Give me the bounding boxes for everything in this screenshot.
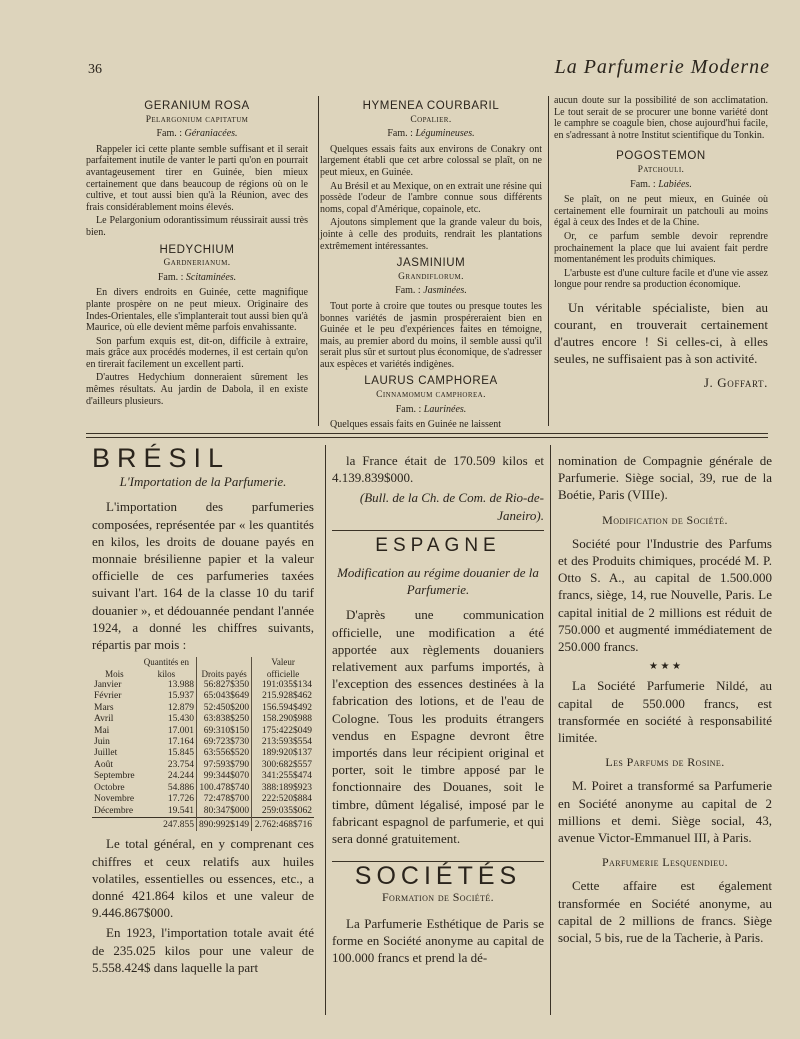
table-cell: 189:920$137	[252, 748, 314, 759]
table-cell: 23.754	[167, 759, 195, 770]
top-column-1	[86, 95, 308, 409]
table-cell: Octobre	[94, 782, 125, 793]
table-cell: 52:450$200	[197, 703, 252, 714]
table-cell: 156.594$492	[252, 703, 314, 714]
table-total-row	[92, 817, 314, 831]
table-cell: 175:422$049	[252, 726, 314, 737]
bresil-text-2: Le total général, en y comprenant ces chiffres et ceux relatifs aux huiles volatiles, essentielles ou essences, etc., a donné 421.864 kilos et une valeur de 9.446.867$000.	[92, 836, 314, 921]
table-cell: Février	[94, 691, 122, 702]
bresil-source: (Bull. de la Ch. de Com. de Rio-de-Janeiro).	[359, 490, 544, 523]
table-cell: Juin	[94, 737, 110, 748]
jasminium-family: Fam. : Jasminées.	[395, 285, 467, 297]
table-cell: 215.928$462	[252, 691, 314, 702]
table-cell: 69:723$730	[197, 737, 252, 748]
table-cell: Décembre	[94, 805, 134, 816]
journal-title: La Parfumerie Moderne	[554, 56, 770, 78]
table-row	[92, 794, 314, 805]
pogostemon-text-3: L'arbuste est d'une culture facile et d'une vie assez longue pour rendre sa production économique.	[554, 267, 768, 291]
table-cell: 341:255$474	[252, 771, 314, 782]
pogostemon-family: Fam. : Labiées.	[630, 178, 692, 190]
modification-text: Société pour l'Industrie des Parfums et des Produits chimiques, procédé M. P. Otto S. A., au capital de 1.500.000 francs, siège, 14, rue Nouvelle, Paris. Le capital initial de 2 millions est réduit de 750.000 et augmenté immédiatement de 250.000 francs.	[558, 535, 772, 655]
jasminium-latin: Grandiflorum.	[398, 271, 464, 282]
table-cell: Août	[94, 759, 113, 770]
bresil-text-1: L'importation des parfumeries composées, représentée par « les quantités en kilos, les droits de douane payés en monnaie brésilienne papier et la valeur officielle de ces parfumeries taxées suivant l'art. 164 de la classe 10 du tarif douanier », et dédouannée pendant l'année 1924, a donné les chiffres suivants, répartis par mois :	[92, 499, 314, 653]
column-rule-1	[318, 96, 319, 426]
hymenea-text-2: Au Brésil et au Mexique, on en extrait une résine qui possède l'odeur de l'ambre connue sous différents noms, copal d'Amérique, copainole, etc.	[320, 180, 542, 215]
table-cell: 222:520$884	[252, 794, 314, 805]
table-cell: 15.845	[167, 748, 195, 759]
table-cell: 388:189$923	[252, 783, 314, 794]
table-cell: Septembre	[94, 771, 135, 782]
table-cell: 56:827$350	[197, 680, 252, 691]
table-row	[92, 703, 314, 714]
column-rule-4	[550, 445, 551, 1015]
table-cell: 13.988	[167, 680, 195, 691]
table-row	[92, 726, 314, 737]
hedychium-family: Fam. : Scitaminées.	[157, 271, 237, 283]
conclusion-text: Un véritable spécialiste, bien au courant, en trouverait certainement d'autres encore ! Si celles-ci, à elles seules, ne suffisaient pas à son activité.	[554, 299, 768, 366]
section-divider-top	[86, 433, 768, 434]
top-column-2	[320, 95, 542, 433]
hymenea-family: Fam. : Légumineuses.	[387, 128, 475, 140]
hedychium-latin: Gardnerianum.	[163, 258, 231, 269]
table-cell: 17.001	[167, 725, 195, 736]
geranium-latin: Pelargonium capitatum	[145, 114, 249, 125]
table-row	[92, 680, 314, 691]
table-cell: 213:593$554	[252, 737, 314, 748]
table-cell: 259:035$062	[252, 806, 314, 818]
table-header: Mois	[105, 668, 124, 679]
societes-heading: SOCIÉTÉS	[354, 862, 522, 891]
pogostemon-text-2: Or, ce parfum semble devoir reprendre prochainement la place que lui avaient fait perdre momentanément les produits chimiques.	[554, 230, 768, 266]
page-number: 36	[88, 62, 102, 77]
conclusion-block	[554, 299, 768, 367]
lesquendieu-text: Cette affaire est également transformée en Société anonyme, au capital de 2 millions de francs. Siège social, 5 bis, rue de la Tacherie, à Paris.	[558, 878, 772, 946]
section-divider-bottom	[86, 437, 768, 438]
table-header-row	[92, 657, 314, 680]
geranium-family: Fam. : Géraniacées.	[156, 128, 238, 140]
table-cell	[92, 817, 137, 831]
middle-column	[332, 452, 544, 969]
rosine-heading: Les Parfums de Rosine.	[605, 755, 725, 770]
bresil-heading: BRÉSIL	[92, 443, 231, 473]
table-cell: 99:344$070	[197, 771, 252, 782]
table-cell: 69:310$150	[197, 726, 252, 737]
top-column-3	[554, 95, 768, 389]
table-cell: 17.726	[167, 794, 195, 805]
table-row	[92, 760, 314, 771]
table-cell: 24.244	[167, 771, 195, 782]
column-rule-3	[325, 445, 326, 1015]
table-cell: 65:043$649	[197, 691, 252, 702]
pogostemon-latin: Patchouli.	[637, 164, 685, 175]
bresil-text-cont: la France était de 170.509 kilos et 4.139.839$000.	[332, 453, 544, 486]
laurus-text-cont: aucun doute sur la possibilité de son acclimatation. Le tout serait de se procurer une bonne variété dont le camphre se coagule bien, chose aujourd'hui facile, en s'adressant à notre Institut scientifique du Tonkin.	[554, 95, 768, 141]
bresil-column	[92, 443, 314, 979]
table-row	[92, 737, 314, 748]
pogostemon-text-1: Se plaît, on ne peut mieux, en Guinée où certainement elle fournirait un patchouli au moins égal à ceux des Indes et de la Chine.	[554, 194, 768, 229]
table-cell: 247.855	[137, 817, 197, 831]
bresil-text-3: En 1923, l'importation totale avait été de 235.025 kilos pour une valeur de 5.558.424$ dans laquelle la part	[92, 925, 314, 975]
hymenea-heading: HYMENEA COURBARIL	[362, 100, 500, 112]
pogostemon-heading: POGOSTEMON	[616, 150, 706, 163]
laurus-text-1: Quelques essais faits en Guinée ne laissent	[330, 419, 502, 431]
jasminium-text-1: Tout porte à croire que toutes ou presque toutes les bonnes variétés de jasmin prospéreraient bien en Guinée et le peu d'expériences faites en témoigne, mais, au premier abord du moins, il semble aussi qu'il serait plus sûr et surtout plus économique, de s'adresser aux espèces et variétés indigènes.	[320, 300, 542, 370]
table-cell: Avril	[94, 714, 114, 725]
table-cell: Juillet	[94, 748, 118, 759]
table-header: Valeur officielle	[252, 657, 314, 680]
hedychium-text-2: Son parfum exquis est, dit-on, difficile à extraire, mais grâce aux procédés modernes, il est certain qu'on en tirerait facilement un excellent parti.	[86, 335, 308, 370]
societes-text-cont: nomination de Compagnie générale de Parfumerie. Siège social, 39, rue de la Boétie, Paris (VIIIe).	[558, 453, 772, 503]
nilde-text: La Société Parfumerie Nildé, au capital de 550.000 francs, est transformée en société à responsabilité limitée.	[558, 678, 772, 746]
laurus-heading: LAURUS CAMPHOREA	[364, 375, 498, 388]
hedychium-text-3: D'autres Hedychium donneraient sûrement les mêmes résultats. Au jardin de Dabola, il en existe d'ailleurs plusieurs.	[86, 372, 308, 407]
table-cell: Novembre	[94, 794, 135, 805]
column-rule-2	[548, 96, 549, 426]
laurus-latin: Cinnamomum camphorea.	[376, 390, 486, 401]
table-header: Droits payés	[197, 657, 252, 680]
hymenea-text-3: Ajoutons simplement que la grande valeur du bois, jointe à celle des produits, rendrait les plantations extrêmement intéressantes.	[320, 217, 542, 252]
table-cell: 80:347$000	[197, 806, 252, 818]
table-cell: 15.430	[167, 714, 195, 725]
jasminium-heading: JASMINIUM	[396, 257, 466, 270]
rule-espagne	[332, 530, 544, 531]
table-row	[92, 806, 314, 818]
table-header: Quantités en kilos	[143, 657, 189, 679]
rosine-text: M. Poiret a transformé sa Parfumerie en Société anonyme au capital de 2 millions et demi. Siège social, 43, avenue Victor-Emmanuel III, à Paris.	[558, 778, 772, 846]
bresil-subtitle: L'Importation de la Parfumerie.	[119, 474, 287, 490]
table-cell: 890:992$149	[197, 817, 252, 831]
table-cell: 15.937	[167, 691, 195, 702]
table-cell: 19.541	[167, 805, 195, 816]
geranium-heading: GERANIUM ROSA	[144, 100, 250, 112]
table-cell: 12.879	[167, 702, 195, 713]
hymenea-latin: Copalier.	[410, 114, 452, 125]
espagne-text: D'après une communication officielle, une modification a été apportée aux règlements douaniers relativement aux parfums importés, à l'exception des essences destinées à la fabrication des lotions, et de l'eau de Cologne. Tous les produits étrangers vendus en Espagne devront être importés dans leur récipient original et porter, soit le timbre apposé par le fonctionnaire des Douanes, soit le timbre, dûment légalisé, imposé par le fabricant espagnol de parfumerie, et qui sera donné gratuitement.	[332, 607, 544, 847]
import-table	[92, 657, 314, 831]
table-row	[92, 691, 314, 702]
table-cell: 54.886	[167, 782, 195, 793]
lesquendieu-heading: Parfumerie Lesquendieu.	[601, 855, 729, 870]
separator-stars: ★ ★ ★	[649, 661, 681, 673]
laurus-family: Fam. : Laurinées.	[395, 403, 467, 415]
table-row	[92, 783, 314, 794]
table-cell: 300:682$557	[252, 760, 314, 771]
table-cell: 2.762:468$716	[252, 817, 314, 831]
hedychium-heading: HEDYCHIUM	[159, 243, 235, 256]
hymenea-text-1: Quelques essais faits aux environs de Conakry ont largement établi que cet arbre colossal se plaît, on ne peut mieux, en Guinée.	[320, 143, 542, 178]
table-cell: Mai	[94, 725, 110, 736]
table-cell: Mars	[94, 702, 114, 713]
table-cell: 63:838$250	[197, 714, 252, 725]
espagne-heading: ESPAGNE	[375, 534, 501, 556]
geranium-text-1: Rappeler ici cette plante semble suffisant et il serait parfaitement inutile de vanter le parti qu'on en pourrait avantageusement tirer en Guinée, bien mieux certainement que dans beaucoup de régions où on le cultive, et tout aussi bien qu'à la Réunion, avec des frais considérablement moins élevés.	[86, 143, 308, 213]
table-row	[92, 771, 314, 782]
geranium-text-2: Le Pelargonium odorantissimum réussirait aussi très bien.	[86, 215, 308, 238]
espagne-subtitle: Modification au régime douanier de la Parfumerie.	[337, 565, 539, 598]
table-cell: 17.164	[167, 737, 195, 748]
table-cell: 97:593$790	[197, 760, 252, 771]
table-cell: 100.478$740	[197, 783, 252, 794]
right-column	[558, 452, 772, 949]
table-row	[92, 714, 314, 725]
table-cell: 191:035$134	[252, 680, 314, 691]
table-cell: 63:556$520	[197, 748, 252, 759]
signature: J. Goffart.	[703, 374, 768, 390]
modification-heading: Modification de Société.	[602, 512, 728, 527]
table-cell: Janvier	[94, 680, 122, 691]
table-cell: 158.290$988	[252, 714, 314, 725]
hedychium-text-1: En divers endroits en Guinée, cette magnifique plante prospère on ne peut mieux. Originaire des Indes-Orientales, elle s'implanterait tout aussi bien qu'à Maurice, où elle devient même parfois envahissante.	[86, 287, 308, 334]
table-row	[92, 748, 314, 759]
societes-text-1: La Parfumerie Esthétique de Paris se forme en Société anonyme au capital de 100.000 francs et prend la dé-	[332, 915, 544, 966]
societes-subtitle: Formation de Société.	[381, 890, 495, 905]
table-cell: 72:478$700	[197, 794, 252, 805]
